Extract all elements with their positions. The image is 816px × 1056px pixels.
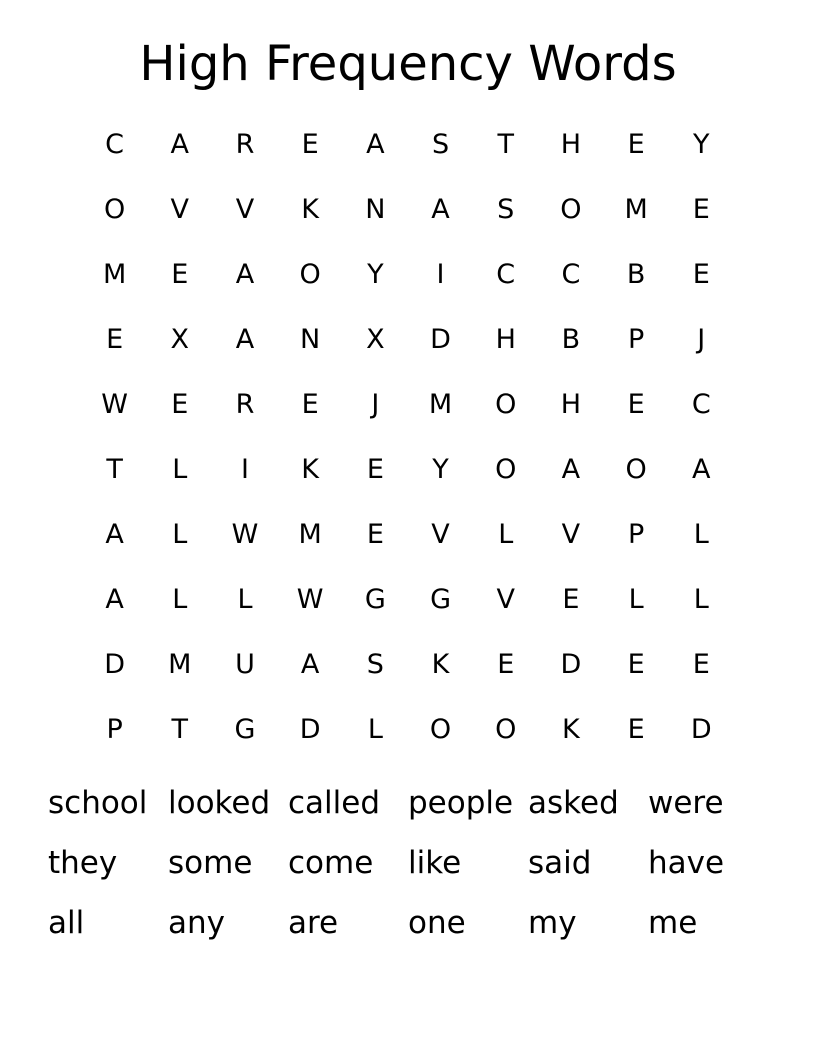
grid-cell[interactable]: V (235, 194, 255, 225)
grid-cell[interactable]: E (692, 649, 710, 680)
grid-cell[interactable]: O (495, 454, 517, 485)
grid-row (82, 437, 734, 502)
grid-cell[interactable]: M (168, 649, 192, 680)
word-bank-item: come (288, 845, 374, 881)
word-bank-row (48, 833, 768, 893)
word-bank-item: like (408, 845, 462, 881)
grid-cell[interactable]: A (692, 454, 711, 485)
grid-cell[interactable]: E (171, 389, 189, 420)
grid-cell[interactable]: E (692, 194, 710, 225)
grid-row (82, 567, 734, 632)
grid-cell[interactable]: W (231, 519, 259, 550)
grid-cell[interactable]: V (496, 584, 515, 615)
grid-cell[interactable]: E (366, 519, 384, 550)
grid-cell[interactable]: J (697, 324, 706, 355)
grid-cell[interactable]: D (690, 714, 712, 745)
grid-cell[interactable]: C (496, 259, 516, 290)
grid-cell[interactable]: E (627, 389, 645, 420)
word-bank-item: asked (528, 785, 619, 821)
grid-cell[interactable]: O (495, 389, 517, 420)
grid-cell[interactable]: H (560, 129, 582, 160)
grid-cell[interactable]: E (692, 259, 710, 290)
grid-cell[interactable]: D (430, 324, 451, 355)
grid-cell[interactable]: E (106, 324, 124, 355)
grid-cell[interactable]: K (301, 454, 320, 485)
grid-cell[interactable]: M (624, 194, 648, 225)
word-bank-item: my (528, 905, 577, 941)
word-bank-item: any (168, 905, 225, 941)
grid-cell[interactable]: C (691, 389, 711, 420)
grid-cell[interactable]: E (562, 584, 580, 615)
grid-cell[interactable]: A (431, 194, 450, 225)
word-bank-item: were (648, 785, 724, 821)
word-bank-item: have (648, 845, 725, 881)
grid-row (82, 632, 734, 697)
grid-cell[interactable]: J (371, 389, 380, 420)
word-bank-item: they (48, 845, 118, 881)
grid-cell[interactable]: G (234, 714, 256, 745)
grid-cell[interactable]: D (104, 649, 125, 680)
grid-cell[interactable]: A (300, 649, 320, 680)
grid-cell[interactable]: R (235, 389, 255, 420)
word-bank-item: people (408, 785, 514, 821)
grid-cell[interactable]: L (628, 584, 644, 615)
grid-cell[interactable]: S (366, 649, 384, 680)
grid-cell[interactable]: C (105, 129, 125, 160)
grid-cell[interactable]: M (428, 389, 453, 420)
word-bank (48, 773, 768, 953)
grid-cell[interactable]: E (627, 129, 645, 160)
grid-cell[interactable]: M (298, 519, 322, 550)
page-title: High Frequency Words (139, 36, 677, 92)
grid-cell[interactable]: L (172, 584, 188, 615)
grid-cell[interactable]: P (627, 519, 645, 550)
grid-cell[interactable]: W (296, 584, 324, 615)
grid-row (82, 177, 734, 242)
grid-cell[interactable]: D (560, 649, 582, 680)
word-bank-item: me (648, 905, 698, 941)
grid-cell[interactable]: A (170, 129, 190, 160)
grid-cell[interactable]: O (103, 194, 126, 225)
word-bank-row (48, 773, 768, 833)
grid-cell[interactable]: A (105, 584, 124, 615)
grid-cell[interactable]: P (106, 714, 123, 745)
word-bank-item: all (48, 905, 85, 941)
grid-cell[interactable]: M (102, 259, 127, 290)
word-bank-item: one (408, 905, 466, 941)
grid-cell[interactable]: V (561, 519, 581, 550)
grid-cell[interactable]: E (301, 389, 319, 420)
grid-cell[interactable]: H (495, 324, 516, 355)
grid-row (82, 697, 734, 762)
grid-cell[interactable]: W (101, 389, 128, 420)
grid-cell[interactable]: A (561, 454, 581, 485)
grid-cell[interactable]: E (366, 454, 384, 485)
grid-cell[interactable]: D (299, 714, 321, 745)
grid-cell[interactable]: Y (367, 259, 384, 290)
grid-cell[interactable]: H (560, 389, 582, 420)
grid-cell[interactable]: X (170, 324, 190, 355)
word-bank-item: school (48, 785, 148, 821)
grid-cell[interactable]: K (431, 649, 450, 680)
grid-cell[interactable]: B (626, 259, 646, 290)
grid-cell[interactable]: O (429, 714, 452, 745)
grid-cell[interactable]: V (431, 519, 450, 550)
grid-cell[interactable]: L (498, 519, 514, 550)
word-bank-item: looked (168, 785, 271, 821)
grid-cell[interactable]: L (172, 519, 188, 550)
grid-cell[interactable]: L (172, 454, 188, 485)
grid-cell[interactable]: N (365, 194, 386, 225)
grid-cell[interactable]: T (171, 714, 189, 745)
grid-cell[interactable]: Y (693, 129, 710, 160)
grid-row (82, 242, 734, 307)
grid-cell[interactable]: A (235, 324, 255, 355)
grid-cell[interactable]: L (693, 584, 709, 615)
grid-row (82, 372, 734, 437)
grid-cell[interactable]: E (627, 649, 645, 680)
grid-cell[interactable]: E (497, 649, 515, 680)
grid-cell[interactable]: L (367, 714, 383, 745)
grid-cell[interactable]: G (430, 584, 451, 615)
grid-cell[interactable]: O (299, 259, 321, 290)
grid-cell[interactable]: X (366, 324, 385, 355)
grid-cell[interactable]: S (497, 194, 515, 225)
grid-cell[interactable]: L (693, 519, 709, 550)
grid-cell[interactable]: I (436, 259, 445, 290)
grid-cell[interactable]: Y (432, 454, 449, 485)
grid-cell[interactable]: V (170, 194, 190, 225)
grid-cell[interactable]: A (366, 129, 385, 160)
grid-cell[interactable]: K (301, 194, 320, 225)
grid-cell[interactable]: I (240, 454, 249, 485)
word-bank-row (48, 893, 768, 953)
grid-cell[interactable]: T (106, 454, 123, 485)
grid-cell[interactable]: L (237, 584, 253, 615)
grid-cell[interactable]: A (105, 519, 124, 550)
grid-cell[interactable]: E (301, 129, 319, 160)
grid-cell[interactable]: S (431, 129, 450, 160)
word-bank-item: called (288, 785, 381, 821)
grid-cell[interactable]: E (171, 259, 189, 290)
grid-cell[interactable]: K (562, 714, 580, 745)
grid-cell[interactable]: O (495, 714, 517, 745)
grid-cell[interactable]: C (561, 259, 581, 290)
word-bank-item: said (528, 845, 592, 881)
grid-cell[interactable]: A (235, 259, 255, 290)
grid-cell[interactable]: N (300, 324, 321, 355)
grid-cell[interactable]: G (364, 584, 386, 615)
grid-row (82, 112, 734, 177)
grid-cell[interactable]: T (497, 129, 514, 160)
grid-row (82, 502, 734, 567)
grid-cell[interactable]: E (627, 714, 645, 745)
grid-cell[interactable]: O (560, 194, 582, 225)
word-bank-item: are (288, 905, 339, 941)
grid-cell[interactable]: B (561, 324, 581, 355)
grid-cell[interactable]: R (235, 129, 255, 160)
letter-grid (82, 112, 734, 762)
word-bank-item: some (168, 845, 253, 881)
grid-cell[interactable]: O (625, 454, 647, 485)
grid-row (82, 307, 734, 372)
grid-cell[interactable]: U (235, 649, 255, 680)
grid-cell[interactable]: P (627, 324, 645, 355)
